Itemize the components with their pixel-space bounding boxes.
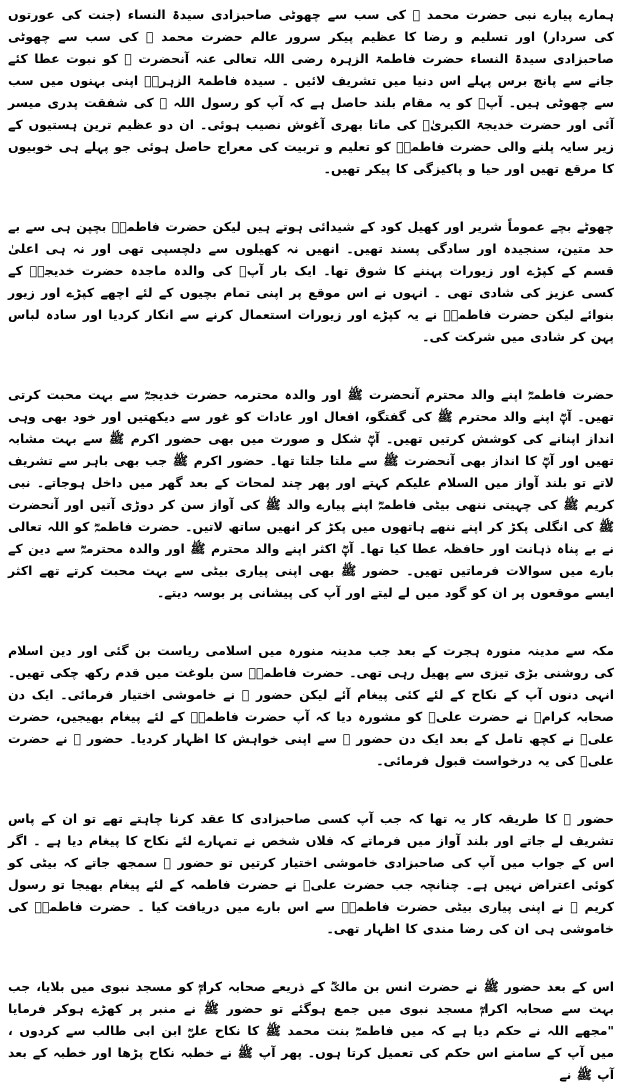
paragraph-6: اس کے بعد حضور ﷺ نے حضرت انس بن مالکؓ کے ذریعے صحابہ کرامؓ کو مسجد نبوی میں بلایا، جب بہت سے صحابہ اکرامؓ مسجد نبوی میں جمع ہوگئے تو حضور ﷺ نے منبر پر کھڑے ہوکر فرمایا "مجھے اللہ نے حکم دیا ہے کہ میں فاطمہؓ بنت محمد ﷺ کا نکاح علیؓ ابن ابی طالب سے کردوں ، میں آپ کے سامنے اس حکم کی تعمیل کرتا ہوں۔ پھر آپ ﷺ نے خطبہ نکاح پڑھا اور خطبہ کے بعد آپ ﷺ نے xyxy=(8,979,614,1082)
paragraph-5: حضور ﷺ کا طریقہ کار یہ تھا کہ جب آپ کسی صاحبزادی کا عقد کرنا چاہتے تھے تو ان کے پاس تشریف لے جاتے اور بلند آواز میں فرماتے کہ فلاں شخص نے تمہارے لئے نکاح کا پیغام دیا ہے ۔ اگر اس کے جواب میں آپ کی صاحبزادی خاموشی اختیار کرتیں تو حضور ﷺ سمجھ جاتے کہ بیٹی کو کوئی اعتراض نہیں ہے۔ چنانچہ جب حضرت علیؓ نے حضرت فاطمہ کے لئے پیغام بھیجا تو رسول کریم ﷺ نے اپنی پیاری بیٹی حضرت فاطمہؓ سے اس بارے میں دریافت کیا ۔ حضرت فاطمہؓ کی خاموشی ہی ان کی رضا مندی کا اظہار تھی۔ xyxy=(8,811,614,936)
paragraph-3: حضرت فاطمہؓ اپنے والد محترم آنحضرت ﷺ اور والدہ محترمہ حضرت خدیجہؓ سے بہت محبت کرتی تھیں۔ آپؓ اپنے والد محترم ﷺ کی گفتگو، افعال اور عادات کو غور سے دیکھتیں اور خود بھی وہی انداز اپنانے کی کوشش کرتیں تھیں۔ آپؓ شکل و صورت میں بھی حضور اکرم ﷺ سے بہت مشابہ تھیں اور آپؓ کا انداز بھی آنحضرت ﷺ سے ملتا جلتا تھا۔ حضور اکرم ﷺ جب بھی باہر سے تشریف لاتے تو بلند آواز میں السلام علیکم کہتے اور پھر چند لمحات کے بعد گھر میں داخل ہوجاتے۔ نبی کریم ﷺ کی چہیتی ننھی بیٹی فاطمہؓ اپنے پیارے والد ﷺ کی آواز سن کر دوڑی آتیں اور آنحضرت ﷺ کی انگلی پکڑ کر اپنے ننھے ہاتھوں میں پکڑ کر انھیں ساتھ لاتیں۔ حضرت فاطمہؓ کو اللہ تعالی نے بے پناہ ذہانت اور حافظہ عطا کیا تھا۔ آپؓ اکثر اپنے والد محترم ﷺ اور والدہ محترمہؓ سے دین کے بارے میں سوالات فرماتیں تھیں۔ حضور ﷺ بھی اپنی پیاری بیٹی سے بہت محبت کرتے تھے اکثر ایسے موقعوں پر ان کو گود میں لے لیتے اور آپ کی پیشانی پر بوسہ دیتے۔ xyxy=(8,387,614,600)
paragraph-1: ہمارے پیارے نبی حضرت محمد ﷺ کی سب سے چھوٹی صاحبزادی سیدۃ النساء (جنت کی عورتوں کی سردار) اور تسلیم و رضا کا عظیم پیکر سرور عالم حضرت محمد ﷺ کی سب سے چھوٹی صاحبزادی سیدۃ النساء حضرت فاطمۃ الزہرہ رضی اللہ تعالی عنہ آنحضرت ﷺ کو نبوت عطا کئے جانے سے پانچ برس پہلے اس دنیا میں تشریف لائیں ۔ سیدہ فاطمۃ الزہرہؓ اپنی بہنوں میں سب سے چھوٹی ہیں۔ آپؓ کو یہ مقام بلند حاصل ہے کہ آپ کو رسول اللہ ﷺ کی شفقت پدری میسر آئی اور حضرت خدیجۃ الکبریٰؓ کی ماتا بھری آغوش نصیب ہوئی۔ ان دو عظیم ترین ہستیوں کے زیر سایہ پلنے والی حضرت فاطمہؓ کو تعلیم و تربیت کی معراج حاصل ہوئی جو پہلے ہی خوبیوں کا مرقع تھیں اور حیا و پاکیزگی کا پیکر تھیں۔ xyxy=(8,7,614,176)
paragraph-4: مکہ سے مدینہ منورہ ہجرت کے بعد جب مدینہ منورہ میں اسلامی ریاست بن گئی اور دین اسلام کی روشنی بڑی تیزی سے پھیل رہی تھی۔ حضرت فاطمہؓ سن بلوغت میں قدم رکھ چکی تھیں۔ انہی دنوں آپ کے نکاح کے لئے کئی پیغام آئے لیکن حضور ﷺ نے خاموشی اختیار فرمائی۔ ایک دن صحابہ کرامؓ نے حضرت علیؓ کو مشورہ دیا کہ آپ حضرت فاطمہؓ کے لئے پیغام بھیجیں، حضرت علیؓ نے کچھ تامل کے بعد ایک دن حضور ﷺ سے اپنی خواہش کا اظہار کردیا۔ حضور ﷺ نے حضرت علیؓ کی یہ درخواست قبول فرمائی۔ xyxy=(8,643,614,768)
paragraph-2: چھوٹے بچے عموماً شریر اور کھیل کود کے شیدائی ہوتے ہیں لیکن حضرت فاطمہؓ بچپن ہی سے بے حد متین، سنجیدہ اور سادگی پسند تھیں۔ انھیں نہ کھیلوں سے دلچسپی تھی اور نہ ہی اعلیٰ قسم کے کپڑے اور زیورات پہننے کا شوق تھا۔ ایک بار آپؓ کی والدہ ماجدہ حضرت خدیجہؓ کے کسی عزیز کی شادی تھی ۔ انہوں نے اس موقع پر اپنی تمام بچیوں کے لئے اچھے کپڑے اور زیور بنوائے لیکن حضرت فاطمہؓ نے یہ کپڑے اور زیورات استعمال کرنے سے انکار کردیا اور سادہ لباس پہن کر شادی میں شرکت کی۔ xyxy=(8,219,614,344)
